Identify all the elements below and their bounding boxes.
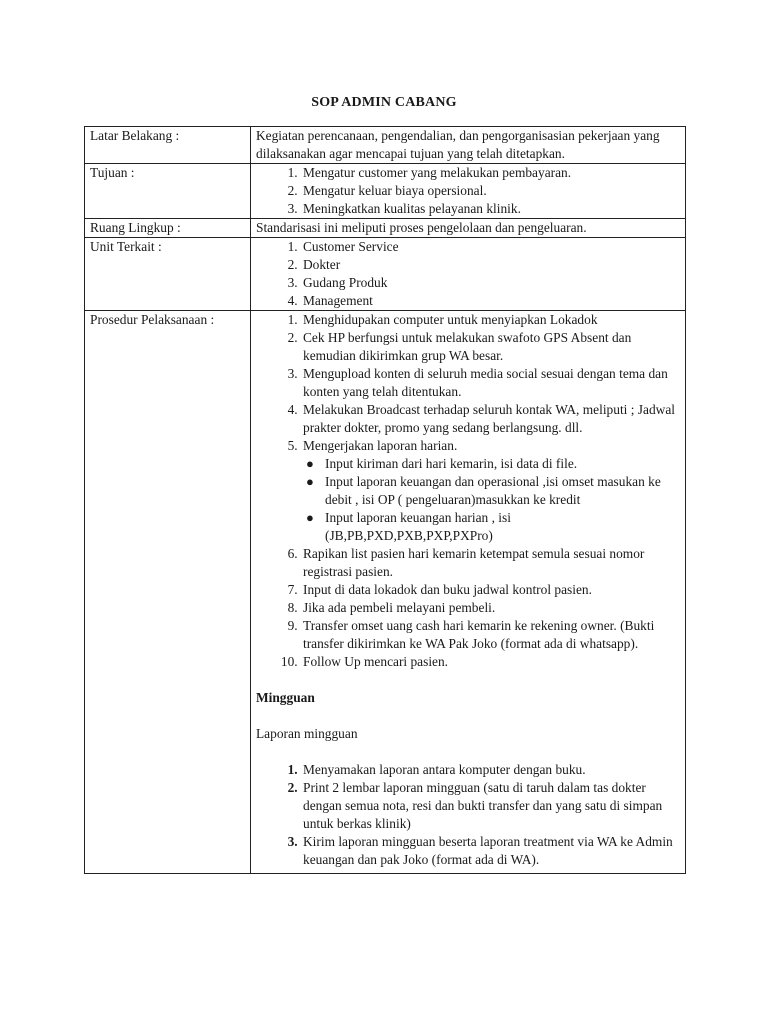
prosedur-content — [251, 311, 686, 874]
list-item: 3. Kirim laporan mingguan beserta laporan treatment via WA ke Admin keuangan dan pak Joko (format ada di WA). — [301, 833, 681, 869]
list-item: 7. Input di data lokadok dan buku jadwal kontrol pasien. — [301, 581, 681, 599]
daily-procedure-list — [256, 311, 681, 671]
bullet-item — [306, 509, 681, 545]
laporan-harian-bullets — [303, 455, 681, 545]
bullet-icon: ● — [306, 456, 314, 471]
list-item: 8. Jika ada pembeli melayani pembeli. — [301, 599, 681, 617]
list-item: 2. Print 2 lembar laporan mingguan (satu di taruh dalam tas dokter dengan semua nota, resi dan bukti transfer dan yang satu di simpan untuk berkas klinik) — [301, 779, 681, 833]
label-ruang-lingkup: Ruang Lingkup : — [85, 219, 251, 238]
list-item: 10. Follow Up mencari pasien. — [301, 653, 681, 671]
list-item: 9. Transfer omset uang cash hari kemarin ke rekening owner. (Bukti transfer dikirimkan ke WA Pak Joko (format ada di whatsapp). — [301, 617, 681, 653]
list-item: 1. Mengatur customer yang melakukan pembayaran. — [301, 164, 681, 182]
mingguan-heading: Mingguan — [256, 690, 315, 705]
label-latar-belakang: Latar Belakang : — [85, 127, 251, 164]
list-item: 3. Meningkatkan kualitas pelayanan klinik. — [301, 200, 681, 218]
row-ruang-lingkup — [85, 219, 686, 238]
label-tujuan: Tujuan : — [85, 164, 251, 219]
list-item-laporan-harian — [301, 437, 681, 545]
list-item: 4. Management — [301, 292, 681, 310]
bullet-item — [306, 455, 681, 473]
sop-table — [84, 126, 686, 874]
label-prosedur: Prosedur Pelaksanaan : — [85, 311, 251, 874]
list-item: 3. Gudang Produk — [301, 274, 681, 292]
list-item: 1. Menyamakan laporan antara komputer dengan buku. — [301, 761, 681, 779]
bullet-icon: ● — [306, 510, 314, 525]
label-unit-terkait: Unit Terkait : — [85, 238, 251, 311]
tujuan-list-cell — [251, 164, 686, 219]
bullet-text: Input laporan keuangan harian , isi (JB,PB,PXD,PXB,PXP,PXPro) — [325, 510, 511, 543]
weekly-procedure-list — [256, 761, 681, 869]
row-prosedur — [85, 311, 686, 874]
bullet-text: Input kiriman dari hari kemarin, isi data di file. — [325, 456, 578, 471]
text-latar-belakang: Kegiatan perencanaan, pengendalian, dan pengorganisasian pekerjaan yang dilaksanakan agar mencapai tujuan yang telah ditetapkan. — [251, 127, 686, 164]
list-item: 2. Mengatur keluar biaya opersional. — [301, 182, 681, 200]
tujuan-list — [256, 164, 681, 218]
list-item: 4. Melakukan Broadcast terhadap seluruh kontak WA, meliputi ; Jadwal prakter dokter, promo yang sedang berlangsung. dll. — [301, 401, 681, 437]
unit-list-cell — [251, 238, 686, 311]
bullet-item — [306, 473, 681, 509]
row-tujuan — [85, 164, 686, 219]
bullet-icon: ● — [306, 474, 314, 489]
bullet-text: Input laporan keuangan dan operasional ,isi omset masukan ke debit , isi OP ( pengeluaran)masukkan ke kredit — [325, 474, 661, 507]
list-item: 1. Customer Service — [301, 238, 681, 256]
list-item: 3. Mengupload konten di seluruh media social sesuai dengan tema dan konten yang telah ditentukan. — [301, 365, 681, 401]
row-latar-belakang — [85, 127, 686, 164]
text-ruang-lingkup: Standarisasi ini meliputi proses pengelolaan dan pengeluaran. — [251, 219, 686, 238]
list-item: 1. Menghidupakan computer untuk menyiapkan Lokadok — [301, 311, 681, 329]
laporan-mingguan-heading: Laporan mingguan — [256, 726, 358, 741]
list-item: 2. Dokter — [301, 256, 681, 274]
list-item: 6. Rapikan list pasien hari kemarin ketempat semula sesuai nomor registrasi pasien. — [301, 545, 681, 581]
document-title: SOP ADMIN CABANG — [311, 95, 457, 110]
list-item: 2. Cek HP berfungsi untuk melakukan swafoto GPS Absent dan kemudian dikirimkan grup WA besar. — [301, 329, 681, 365]
list-item-text: Mengerjakan laporan harian. — [303, 438, 458, 453]
row-unit-terkait — [85, 238, 686, 311]
unit-list — [256, 238, 681, 310]
